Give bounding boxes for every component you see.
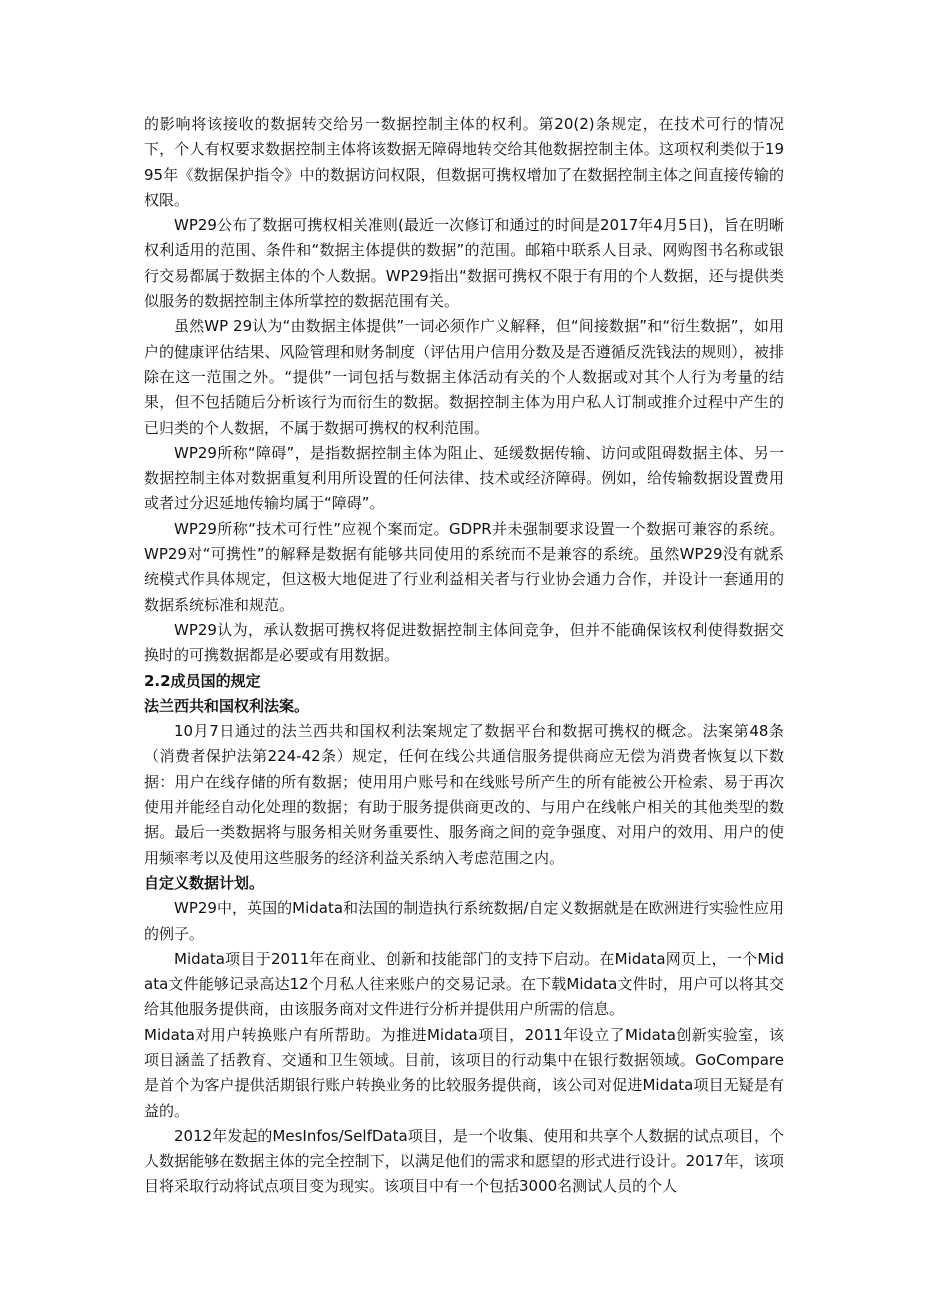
paragraph: 2012年发起的MesInfos/SelfData项目，是一个收集、使用和共享个人数据的试点项目，个人数据能够在数据主体的完全控制下，以满足他们的需求和愿望的形式进行设计。2017年，该项目将采取行动将试点项目变为现实。该项目中有一个包括3000名测试人员的个人: [144, 1126, 784, 1196]
section-heading: 2.2成员国的规定: [144, 671, 261, 690]
paragraph: WP29所称“技术可行性”应视个案而定。GDPR并未强制要求设置一个数据可兼容的系统。WP29对“可携性”的解释是数据有能够共同使用的系统而不是兼容的系统。虽然WP29没有就系统模式作具体规定，但这极大地促进了行业利益相关者与行业协会通力合作，并设计一套通用的数据系统标准和规范。: [144, 519, 784, 614]
paragraph: 10月7日通过的法兰西共和国权利法案规定了数据平台和数据可携权的概念。法案第48条（消费者保护法第224-42条）规定，任何在线公共通信服务提供商应无偿为消费者恢复以下数据：用户在线存储的所有数据；使用用户账号和在线账号所产生的所有能被公开检索、易于再次使用并能经自动化处理的数据；有助于服务提供商更改的、与用户在线帐户相关的其他类型的数据。最后一类数据将与服务相关财务重要性、服务商之间的竞争强度、对用户的效用、用户的使用频率考以及使用这些服务的经济利益关系纳入考虑范围之内。: [144, 722, 784, 867]
document-page: [144, 112, 784, 1200]
paragraph: Midata项目于2011年在商业、创新和技能部门的支持下启动。在Midata网页上，一个Midata文件能够记录高达12个月私人往来账户的交易记录。在下载Midata文件时，用户可以将其交给其他服务提供商，由该服务商对文件进行分析并提供用户所需的信息。: [144, 949, 784, 1019]
paragraph: WP29公布了数据可携权相关准则(最近一次修订和通过的时间是2017年4月5日)，旨在明晰权利适用的范围、条件和“数据主体提供的数据”的范围。邮箱中联系人目录、网购图书名称或银行交易都属于数据主体的个人数据。WP29指出“数据可携权不限于有用的个人数据，还与提供类似服务的数据控制主体所掌控的数据范围有关。: [144, 216, 784, 311]
sub-heading: 法兰西共和国权利法案。: [144, 696, 310, 715]
paragraph: WP29中，英国的Midata和法国的制造执行系统数据/自定义数据就是在欧洲进行实验性应用的例子。: [144, 899, 784, 943]
paragraph: 虽然WP 29认为“由数据主体提供”一词必须作广义解释，但“间接数据”和“衍生数据”，如用户的健康评估结果、风险管理和财务制度（评估用户信用分数及是否遵循反洗钱法的规则），被排除在这一范围之外。“提供”一词包括与数据主体活动有关的个人数据或对其个人行为考量的结果，但不包括随后分析该行为而衍生的数据。数据控制主体为用户私人订制或推介过程中产生的已归类的个人数据，不属于数据可携权的权利范围。: [144, 317, 784, 437]
paragraph: 的影响将该接收的数据转交给另一数据控制主体的权利。第20(2)条规定，在技术可行的情况下，个人有权要求数据控制主体将该数据无障碍地转交给其他数据控制主体。这项权利类似于1995年《数据保护指令》中的数据访问权限，但数据可携权增加了在数据控制主体之间直接传输的权限。: [144, 115, 784, 209]
paragraph: WP29所称“障碍”，是指数据控制主体为阻止、延缓数据传输、访问或阻碍数据主体、另一数据控制主体对数据重复利用所设置的任何法律、技术或经济障碍。例如，给传输数据设置费用或者过分迟延地传输均属于“障碍”。: [144, 443, 784, 513]
sub-heading: 自定义数据计划。: [144, 873, 265, 892]
paragraph: WP29认为，承认数据可携权将促进数据控制主体间竞争，但并不能确保该权利使得数据交换时的可携数据都是必要或有用数据。: [144, 620, 784, 665]
paragraph: Midata对用户转换账户有所帮助。为推进Midata项目，2011年设立了Midata创新实验室，该项目涵盖了括教育、交通和卫生领域。目前，该项目的行动集中在银行数据领域。GoCompare是首个为客户提供活期银行账户转换业务的比较服务提供商，该公司对促进Midata项目无疑是有益的。: [144, 1025, 784, 1120]
